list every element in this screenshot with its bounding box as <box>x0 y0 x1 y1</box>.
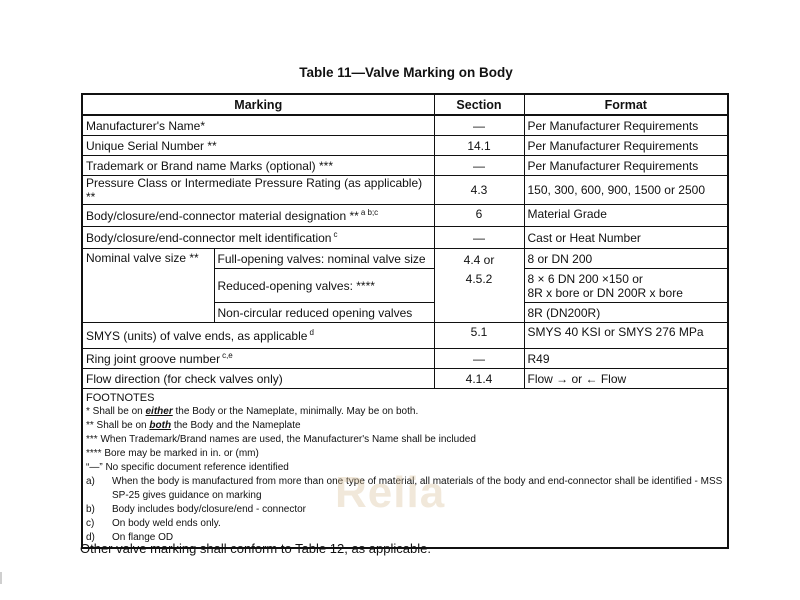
header-marking: Marking <box>82 94 434 115</box>
nominal-size-label: Nominal valve size ** <box>82 249 214 323</box>
nominal-section-2: 4.5.2 <box>465 272 493 286</box>
footnote-5: “—” No specific document reference identified <box>86 462 289 473</box>
section-cell: — <box>434 349 524 369</box>
closing-paragraph: Other valve marking shall conform to Table 12, as applicable. <box>80 541 431 556</box>
format-cell: Per Manufacturer Requirements <box>524 115 728 136</box>
marking-cell: Unique Serial Number ** <box>82 136 434 156</box>
edge-mark <box>0 572 2 584</box>
marking-text: Ring joint groove number <box>86 351 221 366</box>
footnote-2 <box>86 419 724 433</box>
footnote-ref: a b;c <box>360 207 379 217</box>
section-cell: 14.1 <box>434 136 524 156</box>
nominal-section-1: 4.4 or <box>463 253 495 267</box>
format-line: 8R x bore or DN 200R x bore <box>527 285 683 300</box>
table-row <box>82 156 728 176</box>
marking-cell: Trademark or Brand name Marks (optional) *** <box>82 156 434 176</box>
footnotes-heading: FOOTNOTES <box>86 392 155 404</box>
format-cell: Flow → or ← Flow <box>524 369 728 389</box>
footnote-ref: c <box>333 229 338 239</box>
section-cell: — <box>434 115 524 136</box>
table-row-nominal-1 <box>82 249 728 269</box>
table-row <box>82 176 728 205</box>
marking-text: Body/closure/end-connector melt identification <box>86 230 332 245</box>
table-row <box>82 115 728 136</box>
footnote-c <box>86 517 724 531</box>
marking-cell <box>82 227 434 249</box>
marking-cell <box>82 349 434 369</box>
footnote-4: **** Bore may be marked in in. or (mm) <box>86 448 259 459</box>
footnote-3: *** When Trademark/Brand names are used, the Manufacturer's Name shall be included <box>86 434 476 445</box>
format-line: 8 × 6 DN 200 ×150 or <box>527 271 643 286</box>
format-cell: SMYS 40 KSI or SMYS 276 MPa <box>524 323 728 349</box>
marking-cell <box>82 323 434 349</box>
footnote-label: a) <box>86 476 95 487</box>
format-cell: 8R (DN200R) <box>524 303 728 323</box>
format-cell: 150, 300, 600, 900, 1500 or 2500 <box>524 176 728 205</box>
marking-cell: Pressure Class or Intermediate Pressure Rating (as applicable) ** <box>82 176 434 205</box>
footnote-label: d) <box>86 532 95 543</box>
format-cell: R49 <box>524 349 728 369</box>
nominal-sub-reduced: Reduced-opening valves: **** <box>214 269 434 303</box>
footnote-ref: d <box>309 327 314 337</box>
footnote-emphasis: both <box>149 420 172 431</box>
footnote-emphasis: either <box>145 406 173 417</box>
watermark: Relia <box>335 468 446 517</box>
nominal-section-cell <box>434 249 524 323</box>
footnote-label: c) <box>86 518 95 529</box>
marking-text: Body/closure/end-connector material designation ** <box>86 208 359 223</box>
footnote-text: Body includes body/closure/end - connector <box>112 504 307 515</box>
nominal-sub-full: Full-opening valves: nominal valve size <box>214 249 434 269</box>
section-cell: 6 <box>434 205 524 227</box>
section-cell: 4.3 <box>434 176 524 205</box>
table-title: Table 11—Valve Marking on Body <box>299 65 513 80</box>
footnote-text: On flange OD <box>112 532 174 543</box>
table-row <box>82 205 728 227</box>
header-format: Format <box>524 94 728 115</box>
format-cell: Cast or Heat Number <box>524 227 728 249</box>
table-header-row <box>82 94 728 115</box>
header-section: Section <box>434 94 524 115</box>
table-row <box>82 349 728 369</box>
marking-cell <box>82 205 434 227</box>
footnote-1 <box>86 405 724 419</box>
format-cell <box>524 269 728 303</box>
section-cell: 4.1.4 <box>434 369 524 389</box>
nominal-sub-noncircular: Non-circular reduced opening valves <box>214 303 434 323</box>
footnote-text: On body weld ends only. <box>112 518 221 529</box>
footnote-ref: c,e <box>222 350 233 360</box>
marking-cell: Flow direction (for check valves only) <box>82 369 434 389</box>
table-row <box>82 369 728 389</box>
marking-text: SMYS (units) of valve ends, as applicable <box>86 328 308 343</box>
footnote-text: * Shall be on <box>86 406 146 417</box>
footnote-text: the Body or the Nameplate, minimally. May be on both. <box>172 406 419 417</box>
format-cell: 8 or DN 200 <box>524 249 728 269</box>
section-cell: 5.1 <box>434 323 524 349</box>
table-row <box>82 227 728 249</box>
format-cell: Material Grade <box>524 205 728 227</box>
section-cell: — <box>434 227 524 249</box>
footnote-label: b) <box>86 504 95 515</box>
table-row <box>82 136 728 156</box>
footnote-text: When the body is manufactured from more than one type of material, all materials of the body and end-connector shall be identified - MSS SP-25 gives guidance on marking <box>112 476 723 501</box>
marking-cell: Manufacturer's Name* <box>82 115 434 136</box>
format-cell: Per Manufacturer Requirements <box>524 156 728 176</box>
footnote-text: ** Shall be on <box>86 420 150 431</box>
format-cell: Per Manufacturer Requirements <box>524 136 728 156</box>
footnote-text: the Body and the Nameplate <box>171 420 301 431</box>
section-cell: — <box>434 156 524 176</box>
table-row <box>82 323 728 349</box>
